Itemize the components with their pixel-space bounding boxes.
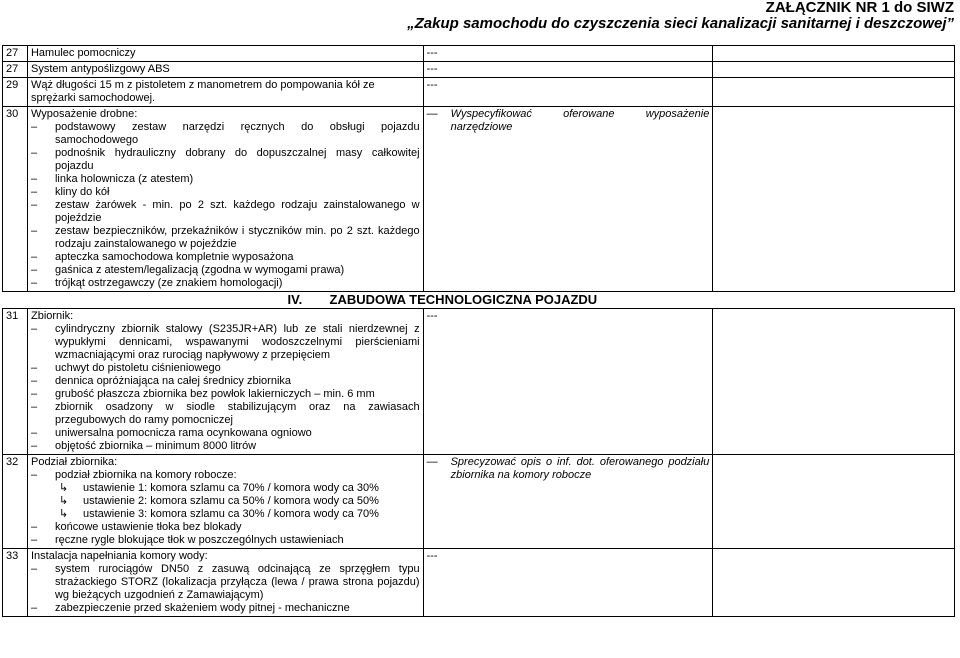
list-item — [31, 427, 420, 440]
requirement-title: Zbiornik: — [30, 310, 74, 322]
list-item — [31, 521, 420, 534]
list-item — [31, 602, 420, 615]
requirement-cell — [27, 309, 423, 455]
table-row — [3, 78, 955, 107]
requirement-list — [31, 121, 420, 290]
offer-note-text: Wyspecyfikować oferowane wyposażenie narzędziowe — [450, 108, 710, 133]
list-item — [31, 264, 420, 277]
sub-list-item — [55, 482, 420, 495]
offer-cell — [423, 455, 713, 549]
list-dash: – — [30, 264, 38, 276]
list-item-text: ustawienie 1: komora szlamu ca 70% / komora wody ca 30% — [82, 482, 379, 494]
list-item — [31, 121, 420, 147]
row-number: 32 — [3, 455, 28, 549]
list-item — [31, 534, 420, 547]
list-item-text: grubość płaszcza zbiornika bez powłok lakierniczych – min. 6 mm — [54, 388, 375, 400]
offer-cell — [423, 107, 713, 292]
sub-list-item — [55, 495, 420, 508]
list-item — [31, 173, 420, 186]
offer-note — [427, 456, 710, 482]
requirement-text: Hamulec pomocniczy — [27, 46, 423, 62]
list-dash: – — [30, 251, 38, 263]
offer-cell: --- — [423, 78, 713, 107]
list-dash: – — [30, 225, 38, 237]
list-dash: – — [30, 563, 38, 575]
list-item — [31, 563, 420, 602]
extra-cell — [713, 62, 955, 78]
list-dash: — — [426, 456, 438, 468]
list-dash: – — [30, 199, 38, 211]
offer-cell: --- — [423, 62, 713, 78]
row-number: 31 — [3, 309, 28, 455]
list-item — [31, 225, 420, 251]
list-item-text: uniwersalna pomocnicza rama ocynkowana ogniowo — [54, 427, 312, 439]
list-dash: – — [30, 186, 38, 198]
table-row — [3, 455, 955, 549]
sub-list — [31, 482, 420, 521]
section-number: IV. — [287, 292, 303, 307]
arrow-icon: ↳ — [58, 508, 69, 520]
row-number: 30 — [3, 107, 28, 292]
list-dash: — — [426, 108, 438, 120]
list-item-text: ustawienie 2: komora szlamu ca 50% / komora wody ca 50% — [82, 495, 379, 507]
list-item — [31, 401, 420, 427]
extra-cell — [713, 455, 955, 549]
arrow-icon: ↳ — [58, 482, 69, 494]
list-item — [31, 362, 420, 375]
spec-table — [2, 45, 955, 617]
list-item-text: zabezpieczenie przed skażeniem wody pitnej - mechaniczne — [54, 602, 350, 614]
requirement-list — [31, 521, 420, 547]
list-item-text: system rurociągów DN50 z zasuwą odcinającą ze sprzęgłem typu strażackiego STORZ (lokalizacja przyłącza (lewa / prawa strona pojazdu) wg bieżących uzgodnień z Zamawiającym) — [54, 563, 420, 601]
document-title: „Zakup samochodu do czyszczenia sieci kanalizacji sanitarnej i deszczowej” — [407, 15, 954, 32]
extra-cell — [713, 309, 955, 455]
requirement-title: Podział zbiornika: — [30, 456, 118, 468]
list-item — [31, 469, 420, 482]
list-item-text: podstawowy zestaw narzędzi ręcznych do obsługi pojazdu samochodowego — [54, 121, 420, 146]
requirement-list — [31, 323, 420, 453]
arrow-icon: ↳ — [58, 495, 69, 507]
list-item-text: końcowe ustawienie tłoka bez blokady — [54, 521, 242, 533]
list-item-text: objętość zbiornika – minimum 8000 litrów — [54, 440, 257, 452]
list-dash: – — [30, 388, 38, 400]
table-row — [3, 46, 955, 62]
list-item-text: dennica opróżniająca na całej średnicy zbiornika — [54, 375, 292, 387]
list-dash: – — [30, 362, 38, 374]
list-dash: – — [30, 121, 38, 133]
list-dash: – — [30, 602, 38, 614]
row-number: 27 — [3, 62, 28, 78]
list-item-text: ustawienie 3: komora szlamu ca 30% / komora wody ca 70% — [82, 508, 379, 520]
table-row — [3, 549, 955, 617]
list-item — [31, 186, 420, 199]
list-dash: – — [30, 375, 38, 387]
annex-number: ZAŁĄCZNIK NR 1 do SIWZ — [765, 0, 954, 16]
list-dash: – — [30, 440, 38, 452]
offer-cell: --- — [423, 309, 713, 455]
requirement-list — [31, 563, 420, 615]
section-row — [3, 292, 955, 309]
list-item — [31, 251, 420, 264]
offer-cell: --- — [423, 549, 713, 617]
list-dash: – — [30, 534, 38, 546]
list-dash: – — [30, 469, 38, 481]
list-dash: – — [30, 427, 38, 439]
list-item-text: zestaw żarówek - min. po 2 szt. każdego rodzaju zainstalowanego w pojeździe — [54, 199, 420, 224]
list-item-text: zbiornik osadzony w siodle stabilizującym oraz na zawiasach przegubowych do ramy pomocniczej — [54, 401, 420, 426]
row-number: 29 — [3, 78, 28, 107]
section-heading — [3, 292, 955, 309]
requirement-cell — [27, 107, 423, 292]
list-item — [31, 277, 420, 290]
extra-cell — [713, 107, 955, 292]
list-dash: – — [30, 147, 38, 159]
list-item-text: zestaw bezpieczników, przekaźników i styczników min. po 2 szt. każdego rodzaju zainstalowanego w pojeździe — [54, 225, 420, 250]
list-item — [31, 199, 420, 225]
table-row — [3, 62, 955, 78]
list-item-text: ręczne rygle blokujące tłok w poszczególnych ustawieniach — [54, 534, 344, 546]
list-item — [31, 440, 420, 453]
list-item-text: apteczka samochodowa kompletnie wyposażona — [54, 251, 294, 263]
list-dash: – — [30, 173, 38, 185]
list-item-text: gaśnica z atestem/legalizacją (zgodna w wymogami prawa) — [54, 264, 345, 276]
requirement-cell — [27, 455, 423, 549]
list-dash: – — [30, 521, 38, 533]
list-item-text: uchwyt do pistoletu ciśnieniowego — [54, 362, 221, 374]
list-item-text: cylindryczny zbiornik stalowy (S235JR+AR) lub ze stali nierdzewnej z wypukłymi dennicami, wspawanymi wodoszczelnymi pierścieniami wzmacniającymi oraz rurociąg napływowy z przepięciem — [54, 323, 420, 361]
list-item-text: linka holownicza (z atestem) — [54, 173, 194, 185]
extra-cell — [713, 549, 955, 617]
list-item — [31, 375, 420, 388]
list-item-text: podnośnik hydrauliczny dobrany do dopuszczalnej masy całkowitej pojazdu — [54, 147, 420, 172]
list-dash: – — [30, 401, 38, 413]
requirement-cell — [27, 549, 423, 617]
offer-note — [427, 108, 710, 134]
list-item-text: kliny do kół — [54, 186, 110, 198]
list-dash: – — [30, 323, 38, 335]
row-number: 33 — [3, 549, 28, 617]
table-row — [3, 107, 955, 292]
list-item-text: podział zbiornika na komory robocze: — [54, 469, 237, 481]
table-row — [3, 309, 955, 455]
requirement-text: System antypoślizgowy ABS — [27, 62, 423, 78]
requirement-text: Wąż długości 15 m z pistoletem z manometrem do pompowania kół ze sprężarki samochodowej. — [27, 78, 423, 107]
row-number: 27 — [3, 46, 28, 62]
requirement-title: Instalacja napełniania komory wody: — [30, 550, 208, 562]
section-title: ZABUDOWA TECHNOLOGICZNA POJAZDU — [329, 292, 598, 307]
list-item — [31, 323, 420, 362]
requirement-title: Wyposażenie drobne: — [30, 108, 138, 120]
list-item-text: trójkąt ostrzegawczy (ze znakiem homologacji) — [54, 277, 283, 289]
list-item — [31, 388, 420, 401]
offer-cell: --- — [423, 46, 713, 62]
offer-note-text: Sprecyzować opis o inf. dot. oferowanego podziału zbiornika na komory robocze — [450, 456, 710, 481]
extra-cell — [713, 78, 955, 107]
list-dash: – — [30, 277, 38, 289]
list-item — [31, 147, 420, 173]
sub-list-item — [55, 508, 420, 521]
extra-cell — [713, 46, 955, 62]
